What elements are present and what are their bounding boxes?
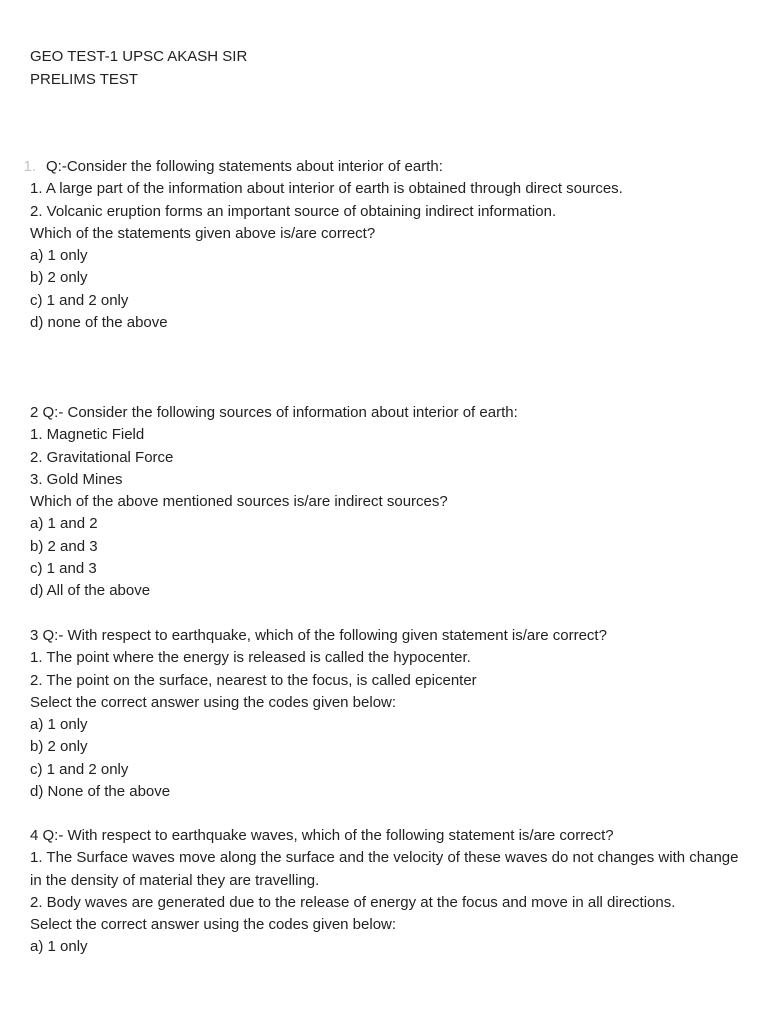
option: b) 2 and 3 [30, 537, 98, 555]
question-3 [30, 625, 745, 803]
statement: 2. Body waves are generated due to the release of energy at the focus and move in all directions. [30, 893, 676, 911]
option: b) 2 only [30, 269, 88, 287]
statement: 3. Gold Mines [30, 470, 123, 488]
option: d) All of the above [30, 582, 151, 600]
question-prompt: Select the correct answer using the codes given below: [30, 693, 397, 711]
statement: 1. Magnetic Field [30, 426, 145, 444]
question-text: 2 Q:- Consider the following sources of information about interior of earth: [30, 404, 518, 421]
statement: 1. The point where the energy is released is called the hypocenter. [30, 649, 471, 667]
question-text: 3 Q:- With respect to earthquake, which of the following given statement is/are correct? [30, 627, 607, 644]
statement: 2. The point on the surface, nearest to the focus, is called epicenter [30, 671, 477, 689]
test-subtitle: PRELIMS TEST [30, 71, 139, 88]
statement: 2. Volcanic eruption forms an important source of obtaining indirect information. [30, 202, 557, 220]
question-2 [30, 402, 745, 603]
statement: 1. A large part of the information about interior of earth is obtained through direct sources. [30, 180, 623, 198]
option: b) 2 only [30, 738, 88, 756]
question-4 [30, 825, 745, 959]
document-header [30, 45, 247, 91]
option: a) 1 and 2 [30, 515, 98, 533]
option: d) none of the above [30, 314, 168, 332]
test-title: GEO TEST-1 UPSC AKASH SIR [30, 48, 248, 65]
statement: 2. Gravitational Force [30, 448, 174, 466]
list-number: 1. [23, 158, 36, 175]
question-1 [23, 156, 745, 334]
option: a) 1 only [30, 247, 88, 265]
option: c) 1 and 3 [30, 560, 97, 578]
option: c) 1 and 2 only [30, 291, 129, 309]
statement: 1. The Surface waves move along the surface and the velocity of these waves do not changes with change in the density of material they are travelling. [30, 849, 739, 889]
option: a) 1 only [30, 938, 88, 956]
question-text: 4 Q:- With respect to earthquake waves, which of the following statement is/are correct? [30, 827, 614, 844]
question-prompt: Which of the above mentioned sources is/are indirect sources? [30, 493, 448, 511]
question-prompt: Which of the statements given above is/are correct? [30, 224, 376, 242]
option: d) None of the above [30, 783, 171, 801]
option: a) 1 only [30, 716, 88, 734]
question-text: Q:-Consider the following statements about interior of earth: [46, 158, 443, 175]
question-1-stem [0, 156, 745, 178]
option: c) 1 and 2 only [30, 760, 129, 778]
question-prompt: Select the correct answer using the codes given below: [30, 916, 397, 934]
